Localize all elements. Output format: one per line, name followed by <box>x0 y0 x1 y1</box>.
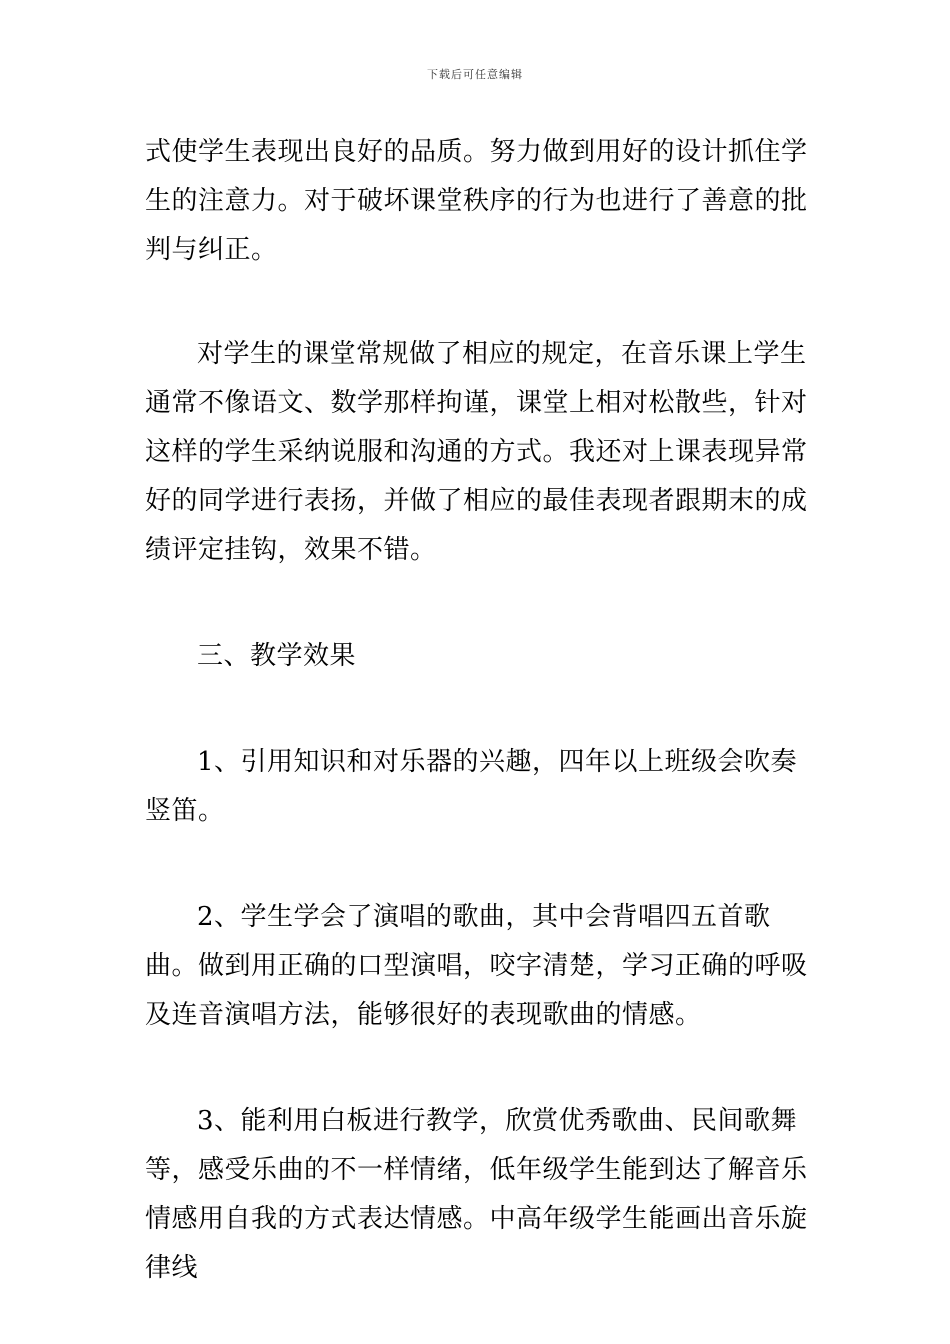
document-body <box>145 128 815 1293</box>
header-note: 下载后可任意编辑 <box>427 68 523 81</box>
paragraph-classroom-rules: 对学生的课堂常规做了相应的规定，在音乐课上学生通常不像语文、数学那样拘谨，课堂上相对松散些，针对这样的学生采纳说服和沟通的方式。我还对上课表现异常好的同学进行表扬，并做了相应的最佳表现者跟期末的成绩评定挂钩，效果不错。 <box>145 339 808 565</box>
paragraph-continuation: 式使学生表现出良好的品质。努力做到用好的设计抓住学生的注意力。对于破坏课堂秩序的行为也进行了善意的批判与纠正。 <box>145 137 808 265</box>
section-heading-teaching-results: 三、教学效果 <box>197 641 357 671</box>
result-item-2: 2、学生学会了演唱的歌曲，其中会背唱四五首歌曲。做到用正确的口型演唱，咬字清楚，学习正确的呼吸及连音演唱方法，能够很好的表现歌曲的情感。 <box>145 902 808 1030</box>
result-item-3: 3、能利用白板进行教学，欣赏优秀歌曲、民间歌舞等，感受乐曲的不一样情绪，低年级学生能到达了解音乐情感用自我的方式表达情感。中高年级学生能画出音乐旋律线 <box>145 1106 808 1283</box>
result-item-1: 1、引用知识和对乐器的兴趣，四年以上班级会吹奏竖笛。 <box>145 747 798 826</box>
